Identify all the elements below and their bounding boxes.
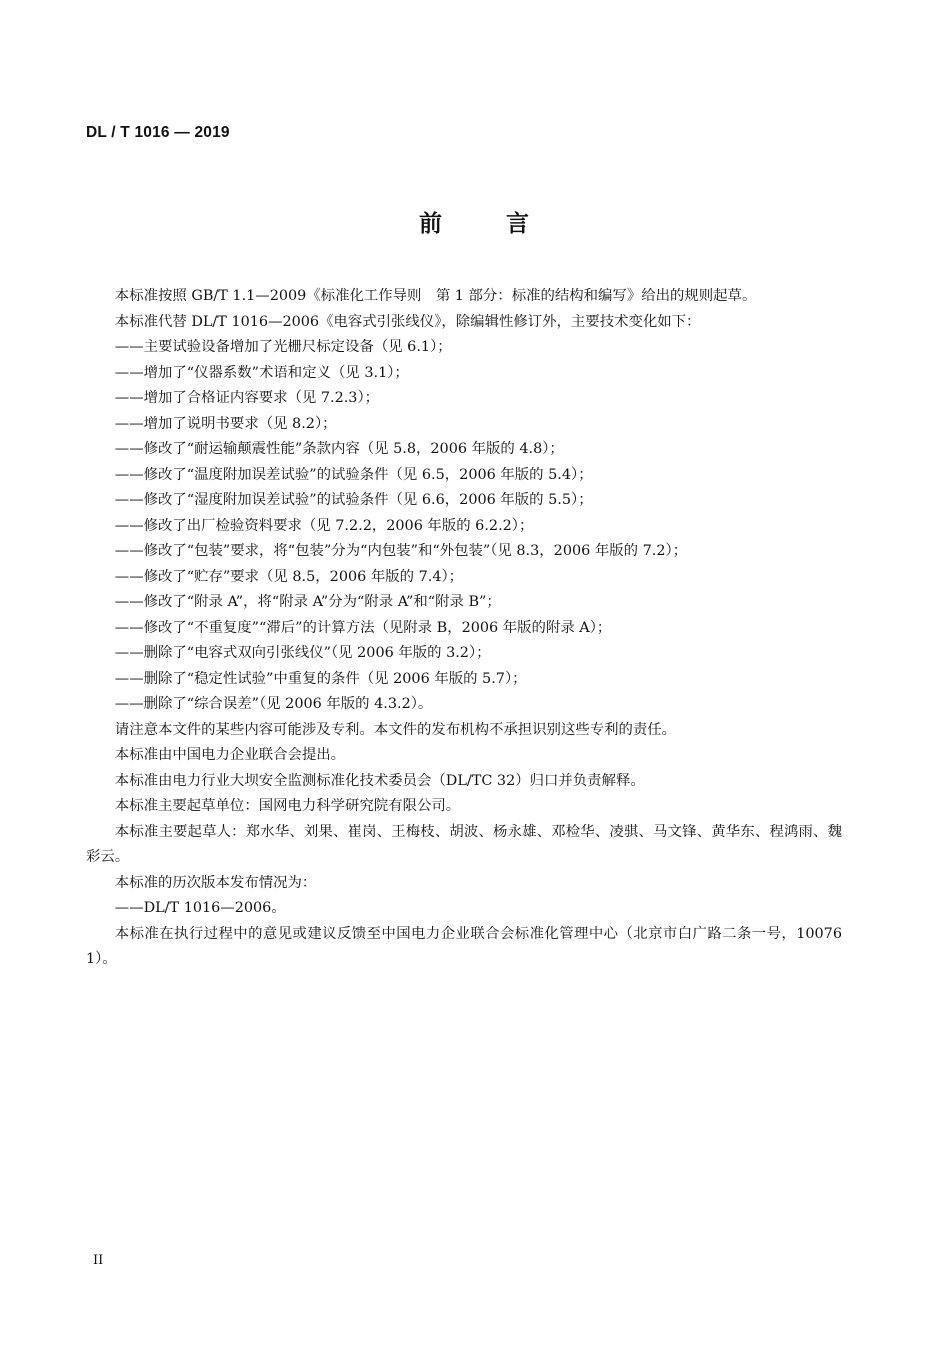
paragraph-history-intro: 本标准的历次版本发布情况为：: [114, 874, 317, 891]
paragraph-feedback: 本标准在执行过程中的意见或建议反馈至中国电力企业联合会标准化管理中心（北京市白广路二条一号，100761）。: [86, 925, 842, 967]
change-item: ——修改了“不重复度”“滞后”的计算方法（见附录 B，2006 年版的附录 A）；: [114, 619, 612, 636]
page-number: II: [93, 1253, 104, 1268]
foreword-body: [86, 284, 842, 973]
paragraph-proposer: 本标准由中国电力企业联合会提出。: [114, 747, 346, 763]
changes-list: [86, 335, 842, 718]
paragraph-drafters: 本标准主要起草人：郑水华、刘果、崔岗、王梅枝、胡波、杨永雄、邓检华、凌骐、马文锋、黄华东、程鸿雨、魏彩云。: [86, 823, 842, 865]
change-item: ——删除了“电容式双向引张线仪”（见 2006 年版的 3.2）；: [114, 645, 491, 661]
paragraph-patent-notice: 请注意本文件的某些内容可能涉及专利。本文件的发布机构不承担识别这些专利的责任。: [114, 721, 677, 738]
change-item: ——修改了“包装”要求，将“包装”分为“内包装”和“外包装”（见 8.3，2006 年版的 7.2）；: [114, 543, 688, 559]
change-item: ——修改了“附录 A”，将“附录 A”分为“附录 A”和“附录 B”；: [114, 594, 501, 610]
paragraph-committee: 本标准由电力行业大坝安全监测标准化技术委员会（DL/TC 32）归口并负责解释。: [114, 772, 645, 789]
change-item: ——修改了“湿度附加误差试验”的试验条件（见 6.6，2006 年版的 5.5）；: [114, 492, 593, 508]
change-item: ——增加了说明书要求（见 8.2）；: [114, 415, 337, 432]
change-item: ——删除了“综合误差”（见 2006 年版的 4.3.2）。: [114, 696, 433, 712]
paragraph-drafting-unit: 本标准主要起草单位：国网电力科学研究院有限公司。: [114, 798, 461, 814]
change-item: ——主要试验设备增加了光栅尺标定设备（见 6.1）；: [114, 339, 452, 355]
change-item: ——修改了出厂检验资料要求（见 7.2.2，2006 年版的 6.2.2）；: [114, 517, 534, 534]
change-item: ——修改了“耐运输颠震性能”条款内容（见 5.8，2006 年版的 4.8）；: [114, 441, 564, 457]
change-item: ——增加了合格证内容要求（见 7.2.3）；: [114, 390, 380, 406]
change-item: ——修改了“贮存”要求（见 8.5，2006 年版的 7.4）；: [114, 568, 464, 585]
change-item: ——增加了“仪器系数”术语和定义（见 3.1）；: [114, 364, 409, 381]
history-item: ——DL/T 1016—2006。: [114, 900, 286, 916]
change-item: ——修改了“温度附加误差试验”的试验条件（见 6.5，2006 年版的 5.4）；: [114, 466, 593, 483]
paragraph-replacement: 本标准代替 DL/T 1016—2006《电容式引张线仪》，除编辑性修订外，主要技术变化如下：: [114, 313, 701, 330]
change-item: ——删除了“稳定性试验”中重复的条件（见 2006 年版的 5.7）；: [114, 670, 527, 687]
section-title: 前 言: [418, 211, 531, 237]
paragraph-drafting-rule: 本标准按照 GB/T 1.1—2009《标准化工作导则 第 1 部分：标准的结构和编写》给出的规则起草。: [114, 288, 757, 304]
document-code: DL / T 1016 — 2019: [86, 124, 230, 141]
